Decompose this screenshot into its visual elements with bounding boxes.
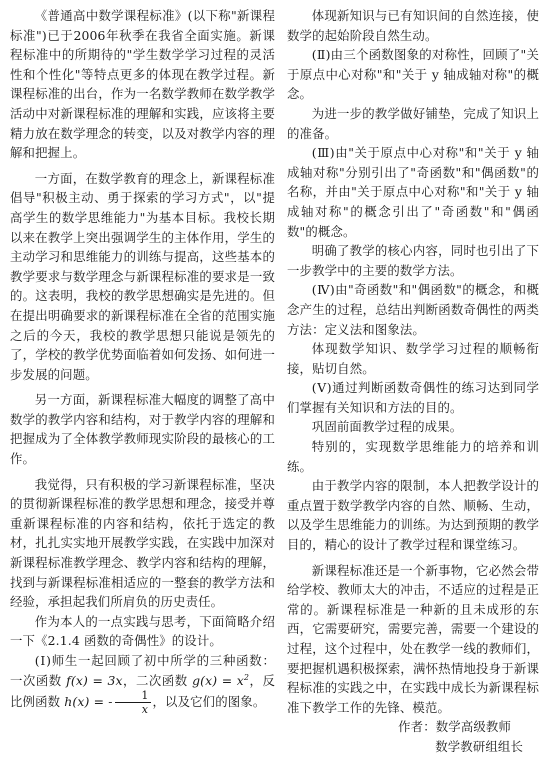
author-signature: 作者：数学高级教师 — [398, 719, 511, 735]
quadratic-function-base: g(x) = x — [192, 672, 244, 688]
paragraph-step-two-comment: 为进一步的教学做好铺垫，完成了知识上的准备。 — [287, 105, 539, 141]
step-one-text-d: ，以及它们的图象。 — [152, 694, 266, 710]
paragraph-design-summary: 由于教学内容的限制，本人把教学设计的重点置于数学教学内容的自然、顺畅、生动，以及学生思维能力的训练。为达到预期的教学目的，精心的设计了教学过程和课堂练习。 — [287, 478, 539, 553]
paragraph-teaching-philosophy: 一方面，在数学教育的理念上，新课程标准倡导"积极主动、勇于探索的学习方式"，以"提高学生的数学思维能力"为基本目标。我校长期以来在教学上突出强调学生的主体作用，学生的主动学习和思维能力的训练与提高，这些基本的教学要求与数学理念与新课程标准的要求是一致的。这表明，我校的教学思想确实是先进的。但在提出明确要求的新课程标准在全省的范围实施之后的今天，我校的教学思想只能说是领先的了，学校的教学优势面临着如何发扬、如何进一步发展的问题。 — [10, 170, 275, 382]
paragraph-step-three-comment: 明确了教学的核心内容，同时也引出了下一步教学中的主要的数学方法。 — [287, 243, 539, 278]
paragraph-step-four-comment: 体现数学知识、数学学习过程的顺畅衔接，贴切自然。 — [287, 341, 539, 376]
paragraph-step-four: (Ⅳ)由"奇函数"和"偶函数"的概念，和概念产生的过程，总结出判断函数奇偶性的两类方法：定义法和图象法。 — [287, 282, 539, 337]
paragraph-step-five-comment-a: 巩固前面教学过程的成果。 — [311, 419, 463, 435]
step-one-text-a: (Ⅰ)师生一起回顾了初中所学的三种函数：一次函数 — [10, 653, 275, 688]
paragraph-step-one-comment: 体现新知识与已有知识间的自然连接，使数学的起始阶段自然生动。 — [287, 8, 539, 43]
paragraph-step-five: (Ⅴ)通过判断函数奇偶性的练习达到同学们掌握有关知识和方法的目的。 — [287, 380, 539, 415]
left-column — [10, 6, 275, 715]
paragraph-step-two: (Ⅱ)由三个函数图象的对称性，回顾了"关于原点中心对称"和"关于 y 轴成轴对称"的概念。 — [287, 47, 539, 102]
paragraph-step-one — [10, 651, 275, 715]
reciprocal-function-lhs: h(x) = - — [64, 694, 113, 710]
reciprocal-function — [64, 689, 152, 717]
linear-function: f(x) = 3x — [66, 672, 123, 688]
reciprocal-fraction — [115, 690, 151, 715]
fraction-numerator: 1 — [115, 690, 151, 703]
quadratic-function — [192, 673, 249, 688]
paragraph-conclusion: 新课程标准还是一个新事物，它必然会带给学校、教师太大的冲击，不适应的过程是正常的。新课程标准是一种新的且未成形的东西，它需要研究，需要完善，需要一个建设的过程，这个过程中，处在教学一线的教师们，要把握机遇积极探索，满怀热情地投身于新课程标准的实践之中，在实践中成长为新课程标准下教学工作的先锋、模范。 — [287, 562, 539, 715]
step-one-text-c: ，反比例函数 — [10, 672, 275, 710]
paragraph-step-three: (Ⅲ)由"关于原点中心对称"和"关于 y 轴成轴对称"分别引出了"奇函数"和"偶函数"的名称，并由"关于原点中心对称"和"关于 y 轴成轴对称"的概念引出了"奇函数"和"偶函数"的概念。 — [287, 145, 539, 239]
step-one-text-b: ，二次函数 — [122, 672, 193, 688]
quadratic-exponent: 2 — [243, 672, 250, 682]
paragraph-content-structure: 另一方面，新课程标准大幅度的调整了高中数学的教学内容和结构，对于教学内容的理解和把握成为了全体教学教师现实阶段的最核心的工作。 — [10, 392, 275, 467]
paragraph-opinion: 我觉得，只有积极的学习新课程标准，坚决的贯彻新课程标准的教学思想和理念，接受并尊重新课程标准的内容和结构，依托于选定的教材，扎扎实实地开展教学实践，在实践中加深对新课程标准教学理念、教学内容和结构的理解，找到与新课程标准相适应的一整套的教学方法和经验，承担起我们所肩负的历史责任。 — [10, 476, 275, 610]
author-position: 数学教研组组长 — [435, 738, 523, 754]
right-column — [287, 6, 539, 757]
paragraph-step-five-comment-b: 特别的，实现数学思维能力的培养和训练。 — [287, 439, 539, 474]
paragraph-intro: 《普通高中数学课程标准》(以下称"新课程标准")已于2006年秋季在我省全面实施。新课程标准中的所期待的"学生数学学习过程的灵活性和个性化"等特点更多的体现在教学过程。新课程标准的出台，作为一名数学教师在数学教学活动中对新课程标准的理解和实践，应该将主要精力放在数学理念的转变，以及对教学内容的理解和把握上。 — [10, 8, 275, 161]
paragraph-design-intro: 作为本人的一点实践与思考，下面简略介绍一下《2.1.4 函数的奇偶性》的设计。 — [10, 613, 275, 649]
fraction-denominator: x — [141, 703, 149, 717]
